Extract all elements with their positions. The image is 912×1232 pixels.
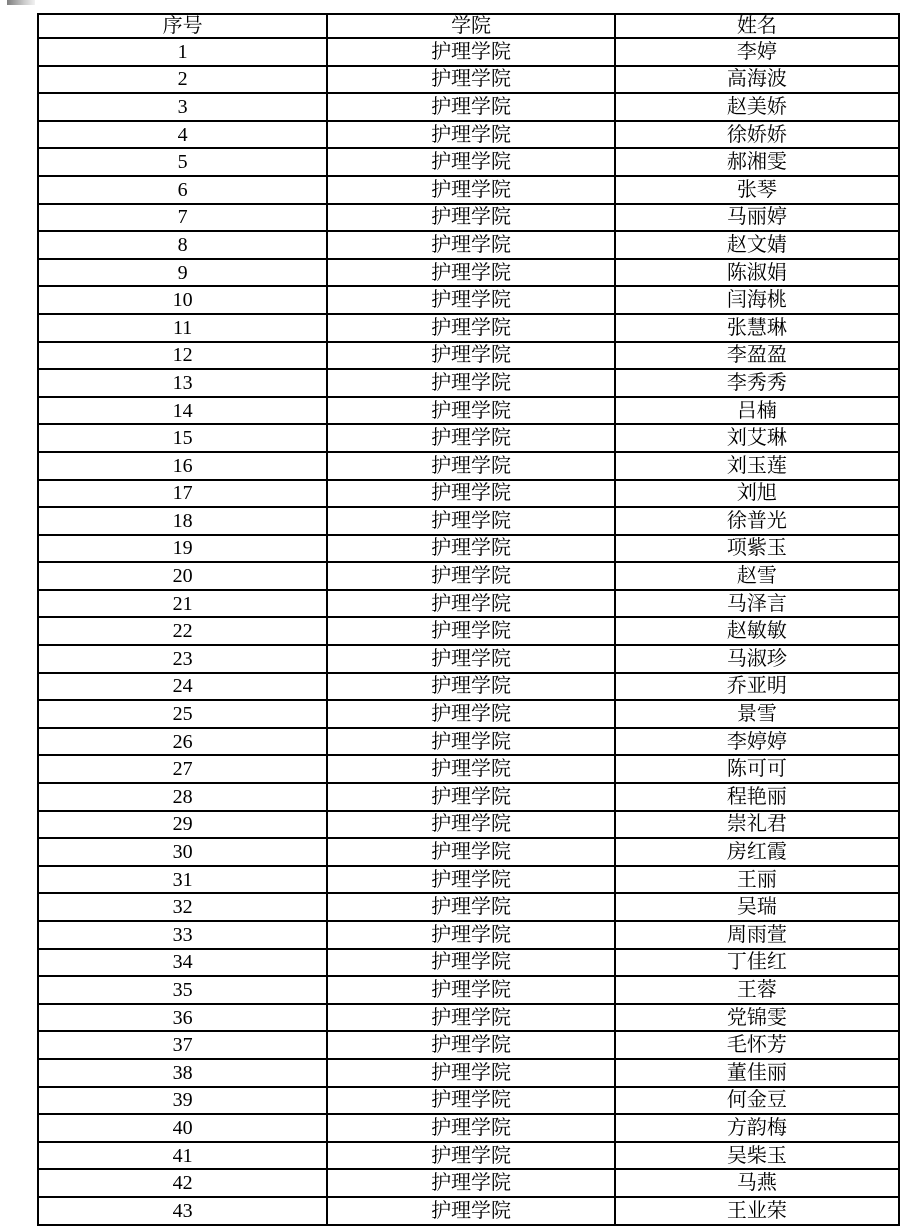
- row-cell-name: 刘玉莲: [615, 452, 899, 480]
- row-cell-name: 陈可可: [615, 755, 899, 783]
- row-cell-index: 30: [38, 838, 327, 866]
- table-row: [38, 204, 899, 232]
- row-cell-index: 12: [38, 342, 327, 370]
- table-row: [38, 893, 899, 921]
- row-cell-college: 护理学院: [327, 838, 615, 866]
- row-cell-index: 10: [38, 286, 327, 314]
- row-cell-name: 郝湘雯: [615, 148, 899, 176]
- row-cell-name: 高海波: [615, 66, 899, 94]
- table-row: [38, 259, 899, 287]
- table-row: [38, 949, 899, 977]
- row-cell-name: 王蓉: [615, 976, 899, 1004]
- row-cell-college: 护理学院: [327, 38, 615, 66]
- row-cell-index: 28: [38, 783, 327, 811]
- row-cell-index: 22: [38, 617, 327, 645]
- row-cell-college: 护理学院: [327, 148, 615, 176]
- row-cell-index: 15: [38, 424, 327, 452]
- table-row: [38, 617, 899, 645]
- row-cell-name: 赵美娇: [615, 93, 899, 121]
- row-cell-index: 19: [38, 535, 327, 563]
- row-cell-index: 14: [38, 397, 327, 425]
- row-cell-name: 周雨萱: [615, 921, 899, 949]
- row-cell-college: 护理学院: [327, 645, 615, 673]
- row-cell-name: 毛怀芳: [615, 1031, 899, 1059]
- table-row: [38, 728, 899, 756]
- row-cell-name: 马淑珍: [615, 645, 899, 673]
- table-row: [38, 1114, 899, 1142]
- row-cell-college: 护理学院: [327, 231, 615, 259]
- row-cell-name: 房红霞: [615, 838, 899, 866]
- row-cell-index: 37: [38, 1031, 327, 1059]
- row-cell-name: 赵雪: [615, 562, 899, 590]
- row-cell-college: 护理学院: [327, 314, 615, 342]
- table-row: [38, 369, 899, 397]
- row-cell-name: 赵文婧: [615, 231, 899, 259]
- row-cell-index: 41: [38, 1142, 327, 1170]
- table-row: [38, 148, 899, 176]
- row-cell-college: 护理学院: [327, 976, 615, 1004]
- table-row: [38, 286, 899, 314]
- table-row: [38, 342, 899, 370]
- row-cell-college: 护理学院: [327, 121, 615, 149]
- table-row: [38, 231, 899, 259]
- header-cell-name: 姓名: [615, 14, 899, 38]
- row-cell-index: 24: [38, 673, 327, 701]
- row-cell-college: 护理学院: [327, 590, 615, 618]
- row-cell-name: 闫海桃: [615, 286, 899, 314]
- row-cell-college: 护理学院: [327, 93, 615, 121]
- row-cell-index: 4: [38, 121, 327, 149]
- table-row: [38, 783, 899, 811]
- row-cell-index: 31: [38, 866, 327, 894]
- row-cell-college: 护理学院: [327, 507, 615, 535]
- row-cell-college: 护理学院: [327, 1004, 615, 1032]
- row-cell-index: 29: [38, 811, 327, 839]
- table-row: [38, 838, 899, 866]
- row-cell-index: 3: [38, 93, 327, 121]
- row-cell-college: 护理学院: [327, 1059, 615, 1087]
- row-cell-index: 27: [38, 755, 327, 783]
- row-cell-name: 董佳丽: [615, 1059, 899, 1087]
- table-row: [38, 700, 899, 728]
- row-cell-name: 马燕: [615, 1169, 899, 1197]
- row-cell-college: 护理学院: [327, 1197, 615, 1225]
- row-cell-index: 1: [38, 38, 327, 66]
- table-row: [38, 590, 899, 618]
- row-cell-name: 陈淑娟: [615, 259, 899, 287]
- row-cell-index: 6: [38, 176, 327, 204]
- row-cell-name: 党锦雯: [615, 1004, 899, 1032]
- row-cell-name: 丁佳红: [615, 949, 899, 977]
- row-cell-index: 38: [38, 1059, 327, 1087]
- row-cell-index: 39: [38, 1087, 327, 1115]
- row-cell-name: 王业荣: [615, 1197, 899, 1225]
- table-body: [38, 38, 899, 1225]
- row-cell-college: 护理学院: [327, 259, 615, 287]
- row-cell-college: 护理学院: [327, 1169, 615, 1197]
- row-cell-college: 护理学院: [327, 949, 615, 977]
- table-row: [38, 38, 899, 66]
- table-row: [38, 1169, 899, 1197]
- row-cell-college: 护理学院: [327, 342, 615, 370]
- row-cell-name: 李盈盈: [615, 342, 899, 370]
- row-cell-name: 何金豆: [615, 1087, 899, 1115]
- row-cell-index: 32: [38, 893, 327, 921]
- table-row: [38, 1004, 899, 1032]
- row-cell-college: 护理学院: [327, 866, 615, 894]
- row-cell-college: 护理学院: [327, 755, 615, 783]
- row-cell-name: 马泽言: [615, 590, 899, 618]
- row-cell-name: 张慧琳: [615, 314, 899, 342]
- table-row: [38, 93, 899, 121]
- row-cell-college: 护理学院: [327, 535, 615, 563]
- table-row: [38, 645, 899, 673]
- table-header: [38, 14, 899, 38]
- header-row: [38, 14, 899, 38]
- row-cell-name: 李婷婷: [615, 728, 899, 756]
- row-cell-index: 8: [38, 231, 327, 259]
- roster-table: [37, 13, 900, 1226]
- table-row: [38, 121, 899, 149]
- row-cell-name: 吕楠: [615, 397, 899, 425]
- row-cell-name: 方韵梅: [615, 1114, 899, 1142]
- header-cell-college: 学院: [327, 14, 615, 38]
- row-cell-name: 崇礼君: [615, 811, 899, 839]
- row-cell-college: 护理学院: [327, 921, 615, 949]
- row-cell-index: 21: [38, 590, 327, 618]
- row-cell-college: 护理学院: [327, 1031, 615, 1059]
- row-cell-college: 护理学院: [327, 1142, 615, 1170]
- row-cell-index: 33: [38, 921, 327, 949]
- row-cell-index: 35: [38, 976, 327, 1004]
- row-cell-index: 36: [38, 1004, 327, 1032]
- row-cell-college: 护理学院: [327, 562, 615, 590]
- table-row: [38, 314, 899, 342]
- header-cell-index: 序号: [38, 14, 327, 38]
- table-row: [38, 507, 899, 535]
- row-cell-name: 景雪: [615, 700, 899, 728]
- row-cell-name: 吴柴玉: [615, 1142, 899, 1170]
- row-cell-name: 程艳丽: [615, 783, 899, 811]
- row-cell-college: 护理学院: [327, 700, 615, 728]
- row-cell-index: 18: [38, 507, 327, 535]
- table-row: [38, 535, 899, 563]
- row-cell-index: 17: [38, 480, 327, 508]
- row-cell-name: 张琴: [615, 176, 899, 204]
- table-row: [38, 673, 899, 701]
- table-row: [38, 921, 899, 949]
- row-cell-index: 26: [38, 728, 327, 756]
- row-cell-index: 7: [38, 204, 327, 232]
- row-cell-college: 护理学院: [327, 397, 615, 425]
- row-cell-index: 16: [38, 452, 327, 480]
- row-cell-index: 2: [38, 66, 327, 94]
- table-row: [38, 1031, 899, 1059]
- row-cell-name: 李婷: [615, 38, 899, 66]
- table-row: [38, 452, 899, 480]
- row-cell-name: 项紫玉: [615, 535, 899, 563]
- table-row: [38, 866, 899, 894]
- row-cell-college: 护理学院: [327, 480, 615, 508]
- row-cell-name: 徐娇娇: [615, 121, 899, 149]
- row-cell-college: 护理学院: [327, 1114, 615, 1142]
- table-row: [38, 1197, 899, 1225]
- row-cell-name: 刘艾琳: [615, 424, 899, 452]
- table-row: [38, 1059, 899, 1087]
- row-cell-name: 马丽婷: [615, 204, 899, 232]
- row-cell-college: 护理学院: [327, 811, 615, 839]
- table-row: [38, 976, 899, 1004]
- row-cell-college: 护理学院: [327, 204, 615, 232]
- row-cell-college: 护理学院: [327, 728, 615, 756]
- row-cell-index: 43: [38, 1197, 327, 1225]
- row-cell-name: 李秀秀: [615, 369, 899, 397]
- row-cell-name: 刘旭: [615, 480, 899, 508]
- row-cell-name: 王丽: [615, 866, 899, 894]
- row-cell-college: 护理学院: [327, 66, 615, 94]
- row-cell-name: 赵敏敏: [615, 617, 899, 645]
- row-cell-index: 13: [38, 369, 327, 397]
- row-cell-college: 护理学院: [327, 1087, 615, 1115]
- row-cell-index: 40: [38, 1114, 327, 1142]
- table-row: [38, 562, 899, 590]
- row-cell-college: 护理学院: [327, 673, 615, 701]
- row-cell-index: 42: [38, 1169, 327, 1197]
- row-cell-college: 护理学院: [327, 286, 615, 314]
- table-row: [38, 1142, 899, 1170]
- row-cell-index: 5: [38, 148, 327, 176]
- row-cell-college: 护理学院: [327, 176, 615, 204]
- row-cell-index: 20: [38, 562, 327, 590]
- table-row: [38, 1087, 899, 1115]
- row-cell-index: 11: [38, 314, 327, 342]
- row-cell-index: 34: [38, 949, 327, 977]
- row-cell-college: 护理学院: [327, 783, 615, 811]
- row-cell-college: 护理学院: [327, 369, 615, 397]
- table-row: [38, 397, 899, 425]
- row-cell-name: 徐普光: [615, 507, 899, 535]
- row-cell-index: 9: [38, 259, 327, 287]
- table-row: [38, 480, 899, 508]
- table-row: [38, 424, 899, 452]
- row-cell-college: 护理学院: [327, 893, 615, 921]
- row-cell-college: 护理学院: [327, 617, 615, 645]
- row-cell-name: 吴瑞: [615, 893, 899, 921]
- row-cell-name: 乔亚明: [615, 673, 899, 701]
- corner-smudge-artifact: [7, 0, 35, 5]
- table-row: [38, 811, 899, 839]
- table-row: [38, 755, 899, 783]
- row-cell-index: 25: [38, 700, 327, 728]
- table-row: [38, 66, 899, 94]
- row-cell-college: 护理学院: [327, 452, 615, 480]
- row-cell-college: 护理学院: [327, 424, 615, 452]
- table-row: [38, 176, 899, 204]
- row-cell-index: 23: [38, 645, 327, 673]
